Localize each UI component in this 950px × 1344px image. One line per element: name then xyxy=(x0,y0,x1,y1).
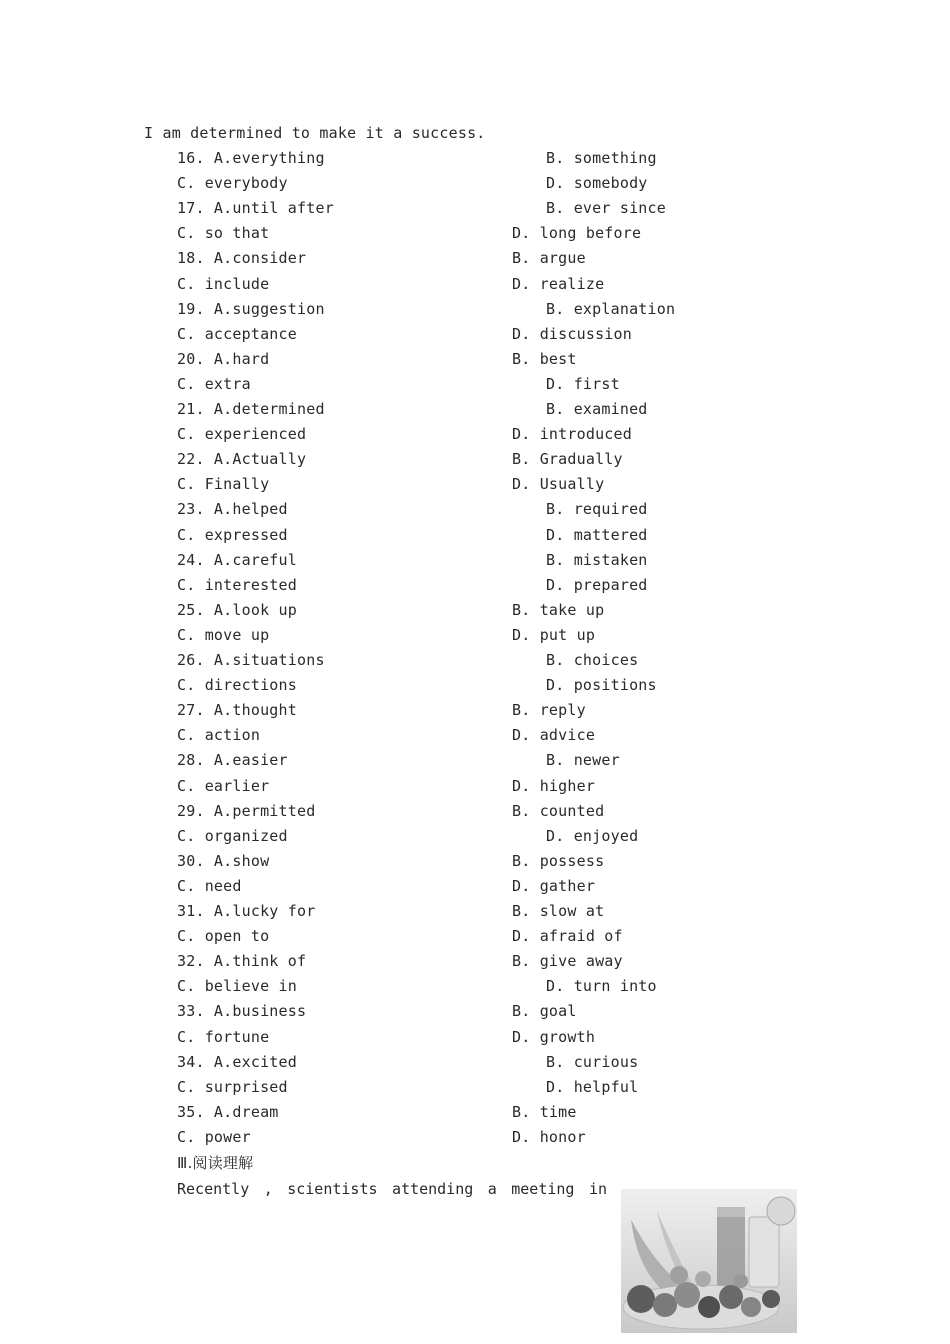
option-d: D. helpful xyxy=(546,1078,639,1096)
reading-word: in xyxy=(588,1180,607,1198)
option-b: B. give away xyxy=(512,952,623,970)
option-d: D. growth xyxy=(512,1028,596,1046)
option-c: C. power xyxy=(177,1128,251,1146)
option-a: 24. A.careful xyxy=(177,551,297,569)
reading-first-line xyxy=(177,1180,607,1198)
option-b: B. best xyxy=(512,350,577,368)
option-b: B. time xyxy=(512,1103,577,1121)
option-b: B. explanation xyxy=(546,300,676,318)
option-a: 33. A.business xyxy=(177,1002,307,1020)
option-d: D. afraid of xyxy=(512,927,623,945)
option-a: 35. A.dream xyxy=(177,1103,279,1121)
option-c: C. Finally xyxy=(177,475,270,493)
option-b: B. argue xyxy=(512,249,586,267)
option-b: B. reply xyxy=(512,701,586,719)
option-c: C. action xyxy=(177,726,261,744)
option-c: C. organized xyxy=(177,827,288,845)
option-b: B. counted xyxy=(512,802,605,820)
option-a: 34. A.excited xyxy=(177,1053,297,1071)
option-a: 19. A.suggestion xyxy=(177,300,325,318)
option-c: C. fortune xyxy=(177,1028,270,1046)
option-a: 32. A.think of xyxy=(177,952,307,970)
option-c: C. extra xyxy=(177,375,251,393)
option-b: B. goal xyxy=(512,1002,577,1020)
option-c: C. interested xyxy=(177,576,297,594)
option-c: C. believe in xyxy=(177,977,297,995)
option-d: D. turn into xyxy=(546,977,657,995)
option-c: C. earlier xyxy=(177,777,270,795)
option-a: 28. A.easier xyxy=(177,751,288,769)
option-c: C. acceptance xyxy=(177,325,297,343)
option-d: D. first xyxy=(546,375,620,393)
option-a: 17. A.until after xyxy=(177,199,334,217)
option-b: B. ever since xyxy=(546,199,666,217)
fruit-drinks-photo xyxy=(621,1189,797,1333)
option-c: C. so that xyxy=(177,224,270,242)
option-b: B. examined xyxy=(546,400,648,418)
reading-word: , xyxy=(263,1180,273,1198)
option-a: 21. A.determined xyxy=(177,400,325,418)
option-a: 26. A.situations xyxy=(177,651,325,669)
option-b: B. slow at xyxy=(512,902,605,920)
reading-word: scientists xyxy=(287,1180,378,1198)
option-b: B. something xyxy=(546,149,657,167)
option-d: D. put up xyxy=(512,626,596,644)
option-c: C. experienced xyxy=(177,425,307,443)
option-a: 16. A.everything xyxy=(177,149,325,167)
option-a: 31. A.lucky for xyxy=(177,902,316,920)
option-c: C. need xyxy=(177,877,242,895)
option-b: B. newer xyxy=(546,751,620,769)
reading-word: attending xyxy=(392,1180,474,1198)
option-d: D. enjoyed xyxy=(546,827,639,845)
option-d: D. advice xyxy=(512,726,596,744)
option-d: D. higher xyxy=(512,777,596,795)
fruit-drinks-illustration xyxy=(621,1189,797,1333)
option-a: 23. A.helped xyxy=(177,500,288,518)
option-b: B. take up xyxy=(512,601,605,619)
option-b: B. choices xyxy=(546,651,639,669)
option-a: 20. A.hard xyxy=(177,350,270,368)
option-a: 29. A.permitted xyxy=(177,802,316,820)
option-b: B. mistaken xyxy=(546,551,648,569)
reading-word: Recently xyxy=(177,1180,250,1198)
option-d: D. mattered xyxy=(546,526,648,544)
option-a: 22. A.Actually xyxy=(177,450,307,468)
option-a: 25. A.look up xyxy=(177,601,297,619)
option-d: D. honor xyxy=(512,1128,586,1146)
option-d: D. positions xyxy=(546,676,657,694)
option-c: C. surprised xyxy=(177,1078,288,1096)
reading-word: meeting xyxy=(511,1180,575,1198)
intro-line: I am determined to make it a success. xyxy=(144,124,486,142)
option-d: D. realize xyxy=(512,275,605,293)
option-c: C. move up xyxy=(177,626,270,644)
option-c: C. include xyxy=(177,275,270,293)
option-b: B. required xyxy=(546,500,648,518)
option-b: B. curious xyxy=(546,1053,639,1071)
option-d: D. Usually xyxy=(512,475,605,493)
reading-word: a xyxy=(487,1180,497,1198)
option-a: 30. A.show xyxy=(177,852,270,870)
option-b: B. Gradually xyxy=(512,450,623,468)
option-d: D. discussion xyxy=(512,325,632,343)
option-d: D. prepared xyxy=(546,576,648,594)
option-a: 18. A.consider xyxy=(177,249,307,267)
option-c: C. expressed xyxy=(177,526,288,544)
option-c: C. open to xyxy=(177,927,270,945)
option-d: D. gather xyxy=(512,877,596,895)
option-b: B. possess xyxy=(512,852,605,870)
option-c: C. directions xyxy=(177,676,297,694)
option-d: D. introduced xyxy=(512,425,632,443)
section-heading: Ⅲ.阅读理解 xyxy=(177,1154,254,1172)
option-c: C. everybody xyxy=(177,174,288,192)
option-d: D. somebody xyxy=(546,174,648,192)
option-d: D. long before xyxy=(512,224,642,242)
option-a: 27. A.thought xyxy=(177,701,297,719)
